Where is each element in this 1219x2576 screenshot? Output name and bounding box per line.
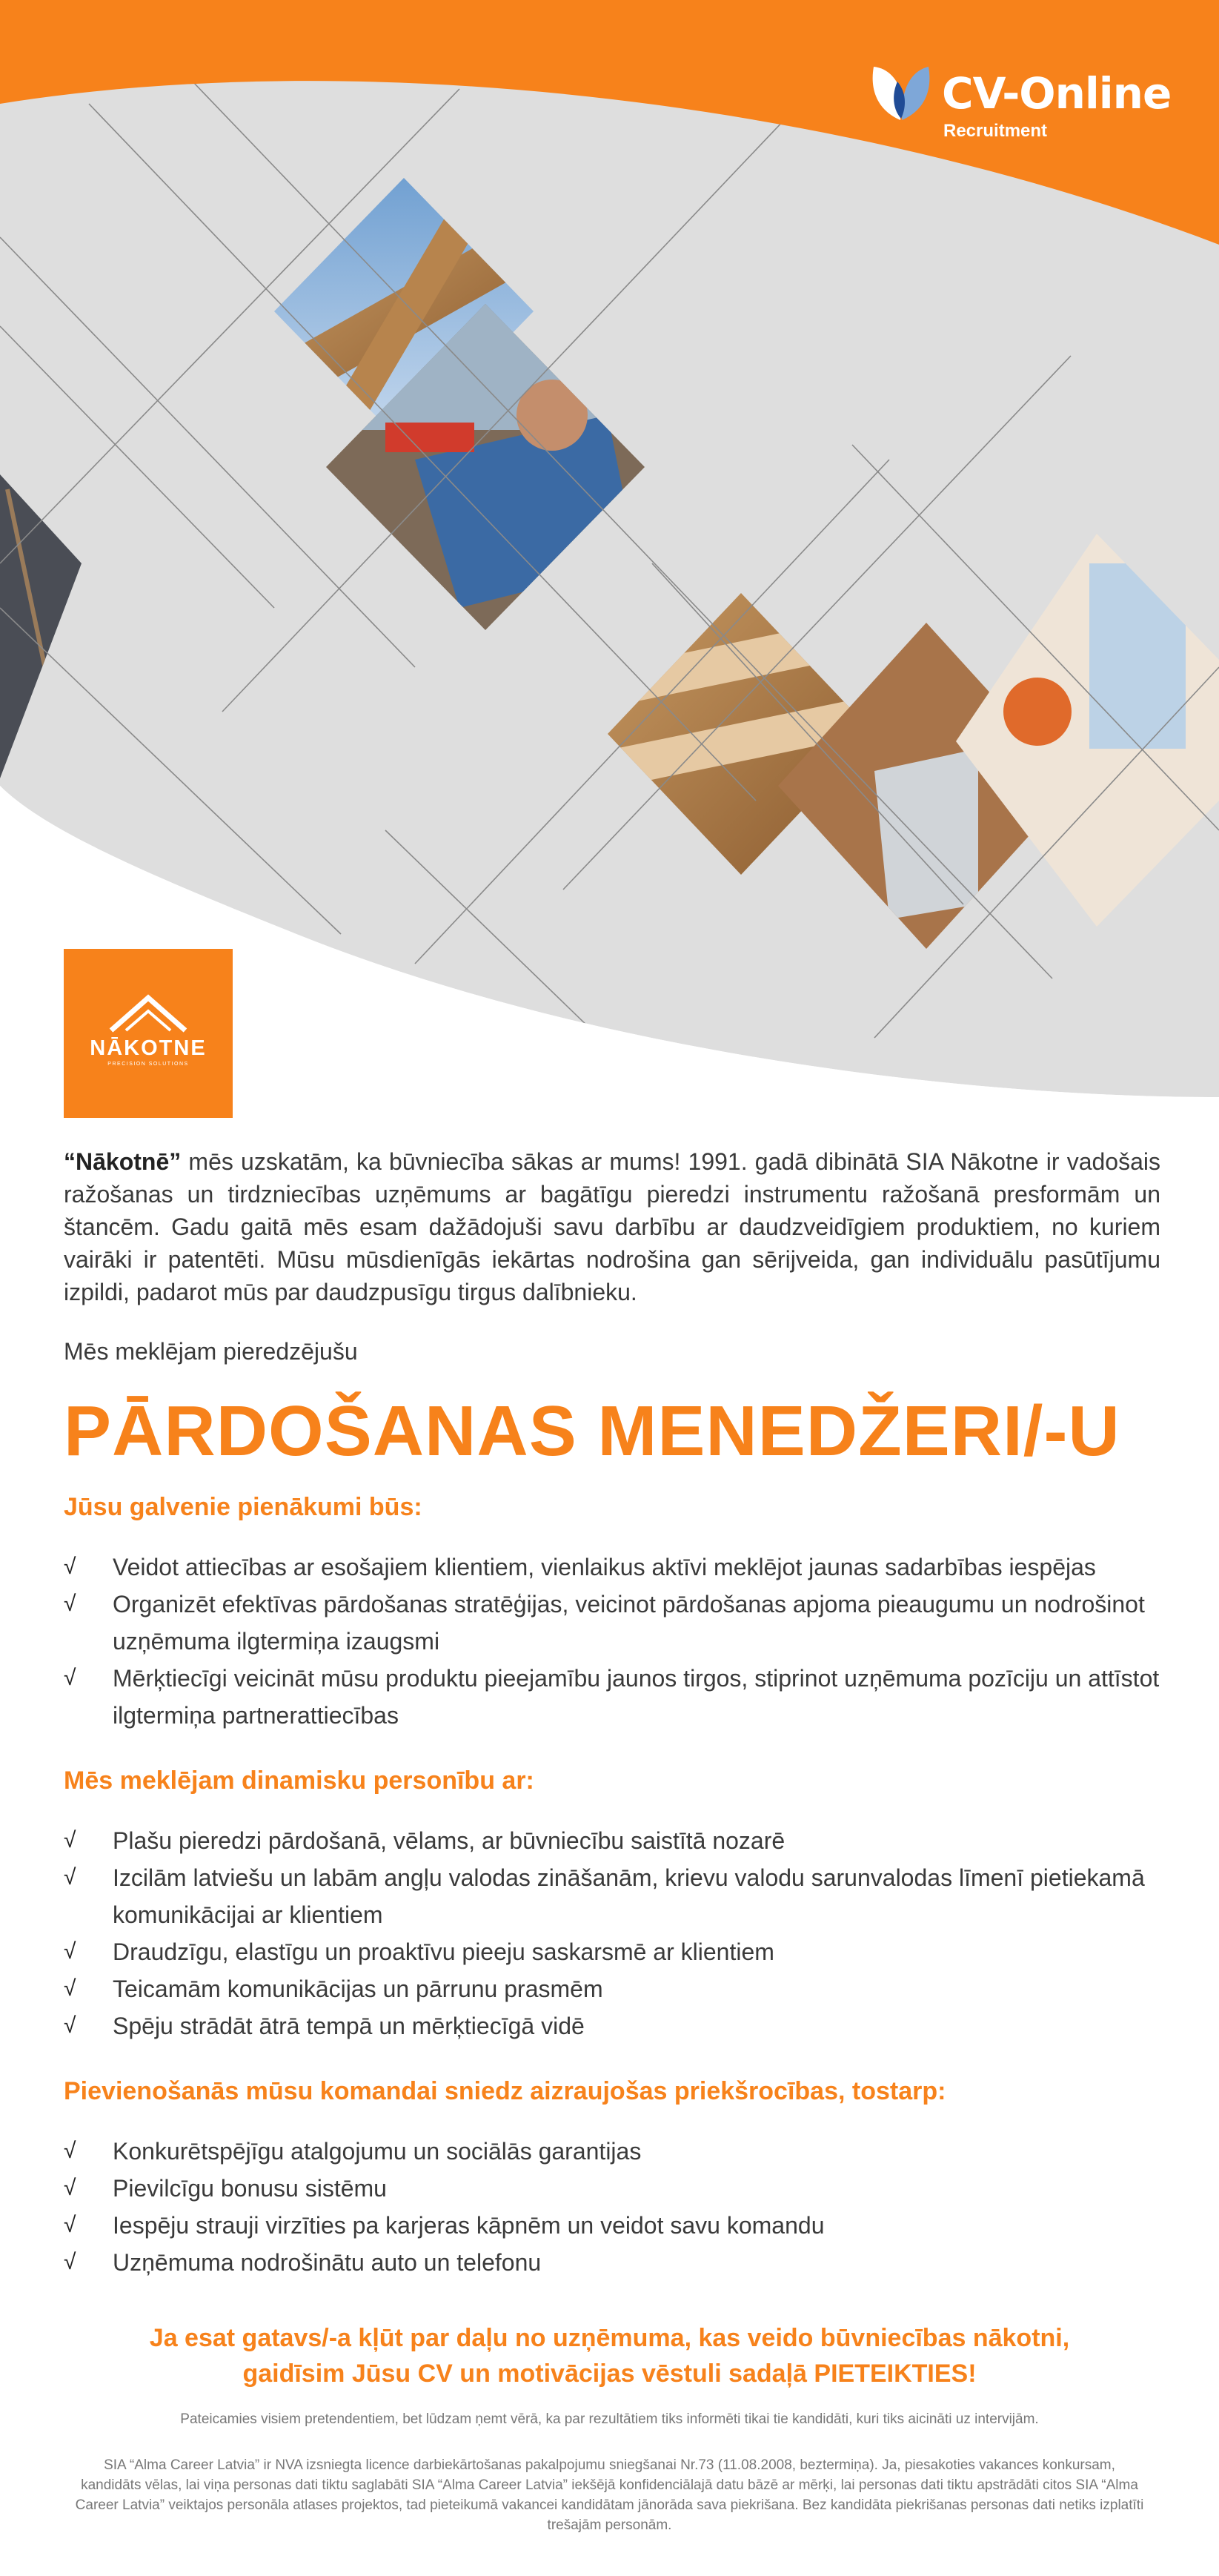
list-item: √ Mērķtiecīgi veicināt mūsu produktu pieejamību jaunos tirgos, stiprinot uzņēmuma pozīciju un attīstot ilgtermiņa partnerattiecības xyxy=(64,1660,1160,1734)
check-icon: √ xyxy=(64,2250,76,2274)
cv-online-logo[interactable] xyxy=(863,46,1175,150)
benefits-list xyxy=(64,2133,1160,2281)
check-icon: √ xyxy=(64,1976,76,2001)
check-icon: √ xyxy=(64,1865,76,1890)
list-item: √ Spēju strādāt ātrā tempā un mērķtiecīgā vidē xyxy=(64,2007,1160,2044)
check-icon: √ xyxy=(64,1592,76,1616)
footer-legal: SIA “Alma Career Latvia” ir NVA izsniegta licence darbiekārtošanas pakalpojumu sniegšanai Nr.73 (11.08.2008, beztermiņa). Ja, piesakoties vakances konkursam, kandidāts vēlas, lai viņa personas dati tiktu saglabāti SIA “Alma Career Latvia” iekšējā konfidenciālajā datu bāzē ar mērķi, lai personas dati tiktu apstrādāti citos SIA “Alma Career Latvia” veiktajos personāla atlases projektos, tad pieteikumā vakancei kandidātam jānorāda sava piekrišana. Bez kandidāta piekrišanas personas dati netiks izplatīti trešajām personām. xyxy=(75,2457,1144,2533)
nakotne-logo xyxy=(64,949,233,1118)
brand-subtitle: Recruitment xyxy=(943,121,1048,141)
brand-name: CV-Online xyxy=(942,68,1172,119)
list-item: √ Izcilām latviešu un labām angļu valodas zināšanām, krievu valodu sarunvalodas līmenī pietiekamā komunikācijai ar klientiem xyxy=(64,1859,1160,1933)
roof-icon xyxy=(64,949,233,1118)
job-ad-content xyxy=(64,1145,1160,2281)
check-icon: √ xyxy=(64,1939,76,1964)
section-heading-benefits: Pievienošanās mūsu komandai sniedz aizraujošas priekšrocības, tostarp: xyxy=(64,2077,946,2105)
intro-text: mēs uzskatām, ka būvniecība sākas ar mums! 1991. gadā dibinātā SIA Nākotne ir vadošais ražošanas un tirdzniecības uzņēmums ar bagātīgu pieredzi instrumentu ražošanā presformām un štancēm. Gadu gaitā mēs esam dažādojuši savu darbību ar daudzveidīgiem produktiem, no kuriem vairāki ir patentēti. Mūsu mūsdienīgās iekārtas nodrošina gan sērijveida, gan individuālu pasūtījumu izpildi, padarot mūs par daudzpusīgu tirgus dalībnieku. xyxy=(64,1148,1160,1305)
duties-list xyxy=(64,1549,1160,1734)
check-icon: √ xyxy=(64,2013,76,2038)
hero-banner xyxy=(0,0,1219,1097)
closing-line-1: Ja esat gatavs/-a kļūt par daļu no uzņēmuma, kas veido būvniecības nākotni, xyxy=(149,2324,1070,2352)
list-item: √ Iespēju strauji virzīties pa karjeras kāpnēm un veidot savu komandu xyxy=(64,2207,1160,2244)
closing-line-2: gaidīsim Jūsu CV un motivācijas vēstuli sadaļā PIETEIKTIES! xyxy=(242,2360,977,2388)
list-item: √ Pievilcīgu bonusu sistēmu xyxy=(64,2170,1160,2207)
list-item: √ Uzņēmuma nodrošinātu auto un telefonu xyxy=(64,2244,1160,2281)
company-tagline: PRECISION SOLUTIONS xyxy=(107,1062,189,1067)
check-icon: √ xyxy=(64,2213,76,2237)
company-quote: “Nākotnē” xyxy=(64,1148,182,1175)
list-item: √ Teicamām komunikācijas un pārrunu prasmēm xyxy=(64,1970,1160,2007)
requirements-list xyxy=(64,1822,1160,2044)
list-item: √ Plašu pieredzi pārdošanā, vēlams, ar būvniecību saistītā nozarē xyxy=(64,1822,1160,1859)
list-item: √ Organizēt efektīvas pārdošanas stratēģijas, veicinot pārdošanas apjoma pieaugumu un nodrošinot uzņēmuma ilgtermiņa izaugsmi xyxy=(64,1586,1160,1660)
check-icon: √ xyxy=(64,2176,76,2200)
section-heading-requirements: Mēs meklējam dinamisku personību ar: xyxy=(64,1767,534,1795)
job-title: PĀRDOŠANAS MENEDŽERI/-U xyxy=(64,1391,1120,1471)
check-icon: √ xyxy=(64,1666,76,1690)
company-name: NĀKOTNE xyxy=(90,1036,207,1060)
list-item: √ Veidot attiecības ar esošajiem klientiem, vienlaikus aktīvi meklējot jaunas sadarbības iespējas xyxy=(64,1549,1160,1586)
footer-thanks: Pateicamies visiem pretendentiem, bet lūdzam ņemt vērā, ka par rezultātiem tiks informēti tikai tie kandidāti, kuri tiks aicināti uz intervijām. xyxy=(180,2411,1039,2427)
check-icon: √ xyxy=(64,2139,76,2163)
section-heading-duties: Jūsu galvenie pienākumi būs: xyxy=(64,1493,422,1521)
intro-paragraph xyxy=(64,1145,1160,1308)
check-icon: √ xyxy=(64,1554,76,1579)
list-item: √ Konkurētspējīgu atalgojumu un sociālās garantijas xyxy=(64,2133,1160,2170)
hero-graphic xyxy=(0,0,1219,1097)
check-icon: √ xyxy=(64,1828,76,1852)
lead-text: Mēs meklējam pieredzējušu xyxy=(64,1338,358,1365)
cv-online-mark-icon xyxy=(863,52,937,126)
list-item: √ Draudzīgu, elastīgu un proaktīvu pieeju saskarsmē ar klientiem xyxy=(64,1933,1160,1970)
closing-call-to-action xyxy=(44,2320,1175,2391)
